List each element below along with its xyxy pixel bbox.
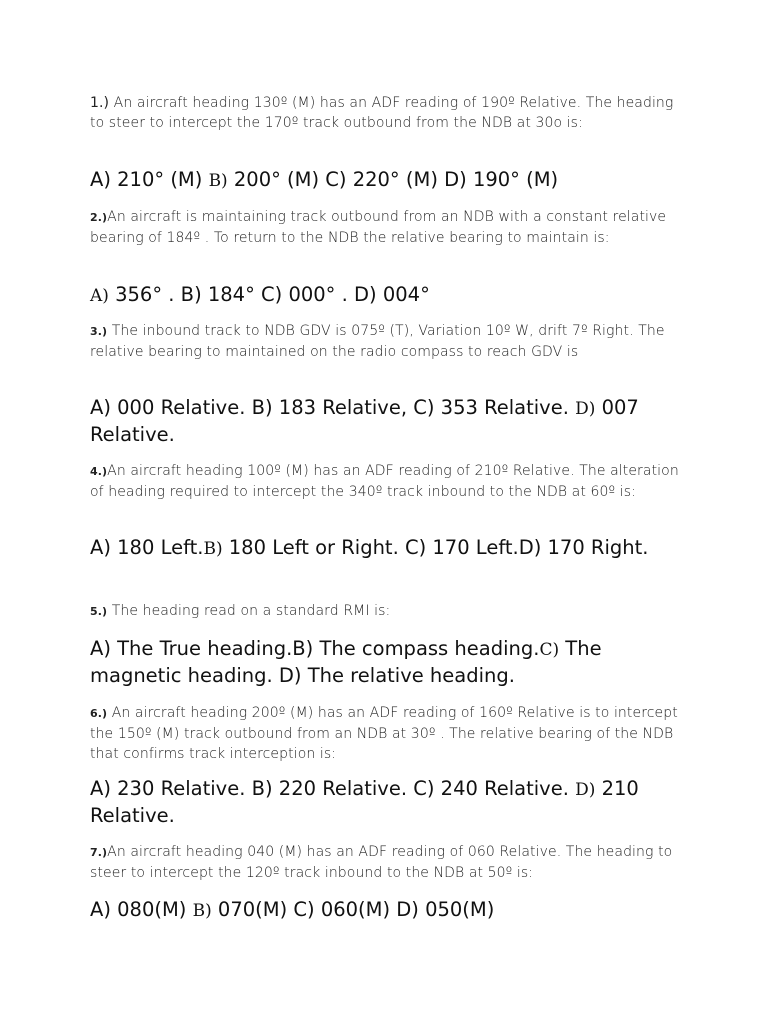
question-2-text — [90, 207, 680, 248]
question-2-number: 2.) — [90, 211, 108, 224]
question-7-number: 7.) — [90, 846, 108, 859]
question-2-body: An aircraft is maintaining track outbound from an NDB with a constant relative bearing of 184º . To return to the NDB the relative bearing to maintain is: — [90, 209, 667, 246]
q2-option-a-label: A) — [90, 286, 109, 306]
question-3-answers — [90, 395, 690, 448]
q7-option-a: A) 080(M) — [90, 898, 193, 921]
question-5-number: 5.) — [90, 605, 108, 618]
q3-option-d-label: D) — [575, 399, 596, 419]
q6-option-a: A) 230 Relative. B) 220 Relative. C) 240 Relative. — [90, 777, 576, 800]
q7-option-rest: 070(M) C) 060(M) D) 050(M) — [211, 898, 495, 921]
question-3-body: The inbound track to NDB GDV is 075º (T), Variation 10º W, drift 7º Right. The relative bearing to maintained on the radio compass to reach GDV is — [90, 323, 665, 360]
question-6-answers — [90, 776, 690, 829]
q1-option-a: A) 210° (M) — [90, 168, 209, 191]
question-7-answers — [90, 897, 690, 924]
question-3-text — [90, 321, 680, 362]
q3-option-rest: 007 Relative. — [90, 396, 639, 446]
question-1-answers — [90, 167, 690, 194]
q4-option-rest: 180 Left or Right. C) 170 Left.D) 170 Right. — [222, 536, 649, 559]
question-6-text — [90, 703, 680, 764]
q1-option-rest: 200° (M) C) 220° (M) D) 190° (M) — [227, 168, 559, 191]
question-3-number: 3.) — [90, 325, 108, 338]
q4-option-a: A) 180 Left. — [90, 536, 204, 559]
q3-option-a: A) 000 Relative. B) 183 Relative, C) 353 Relative. — [90, 396, 576, 419]
q4-option-b-label: B) — [203, 539, 223, 559]
question-4-text — [90, 461, 680, 502]
q5-option-c-label: C) — [539, 640, 560, 660]
q7-option-b-label: B) — [192, 901, 212, 921]
question-2 — [90, 207, 680, 248]
question-7 — [90, 842, 680, 883]
question-5 — [90, 601, 680, 622]
question-4 — [90, 461, 680, 502]
question-1-number: 1.) — [90, 95, 110, 111]
question-5-answers — [90, 636, 690, 689]
q1-option-b-label: B) — [208, 171, 228, 191]
question-3 — [90, 321, 680, 362]
question-1-body: An aircraft heading 130º (M) has an ADF reading of 190º Relative. The heading to steer to intercept the 170º track outbound from the NDB at 30o is: — [90, 95, 674, 131]
question-6 — [90, 703, 680, 764]
question-5-body: The heading read on a standard RMI is: — [107, 603, 391, 619]
question-1-text — [90, 93, 680, 133]
question-1 — [90, 93, 680, 133]
question-4-body: An aircraft heading 100º (M) has an ADF reading of 210º Relative. The alteration of heading required to intercept the 340º track inbound to the NDB at 60º is: — [90, 463, 679, 500]
question-2-answers — [90, 282, 690, 309]
question-7-text — [90, 842, 680, 883]
question-6-body: An aircraft heading 200º (M) has an ADF reading of 160º Relative is to intercept the 150º (M) track outbound from an NDB at 30º . The relative bearing of the NDB that confirms track interception is: — [90, 705, 678, 762]
question-4-answers — [90, 535, 690, 562]
question-5-text — [90, 601, 680, 622]
question-7-body: An aircraft heading 040 (M) has an ADF reading of 060 Relative. The heading to steer to intercept the 120º track inbound to the NDB at 50º is: — [90, 844, 673, 881]
q6-option-d-label: D) — [575, 780, 596, 800]
q5-option-rest: The magnetic heading. D) The relative heading. — [90, 637, 602, 687]
question-4-number: 4.) — [90, 465, 108, 478]
question-6-number: 6.) — [90, 707, 108, 720]
q5-option-a: A) The True heading.B) The compass heading. — [90, 637, 540, 660]
q2-option-rest: 356° . B) 184° C) 000° . D) 004° — [108, 283, 430, 306]
q6-option-rest: 210 Relative. — [90, 777, 639, 827]
